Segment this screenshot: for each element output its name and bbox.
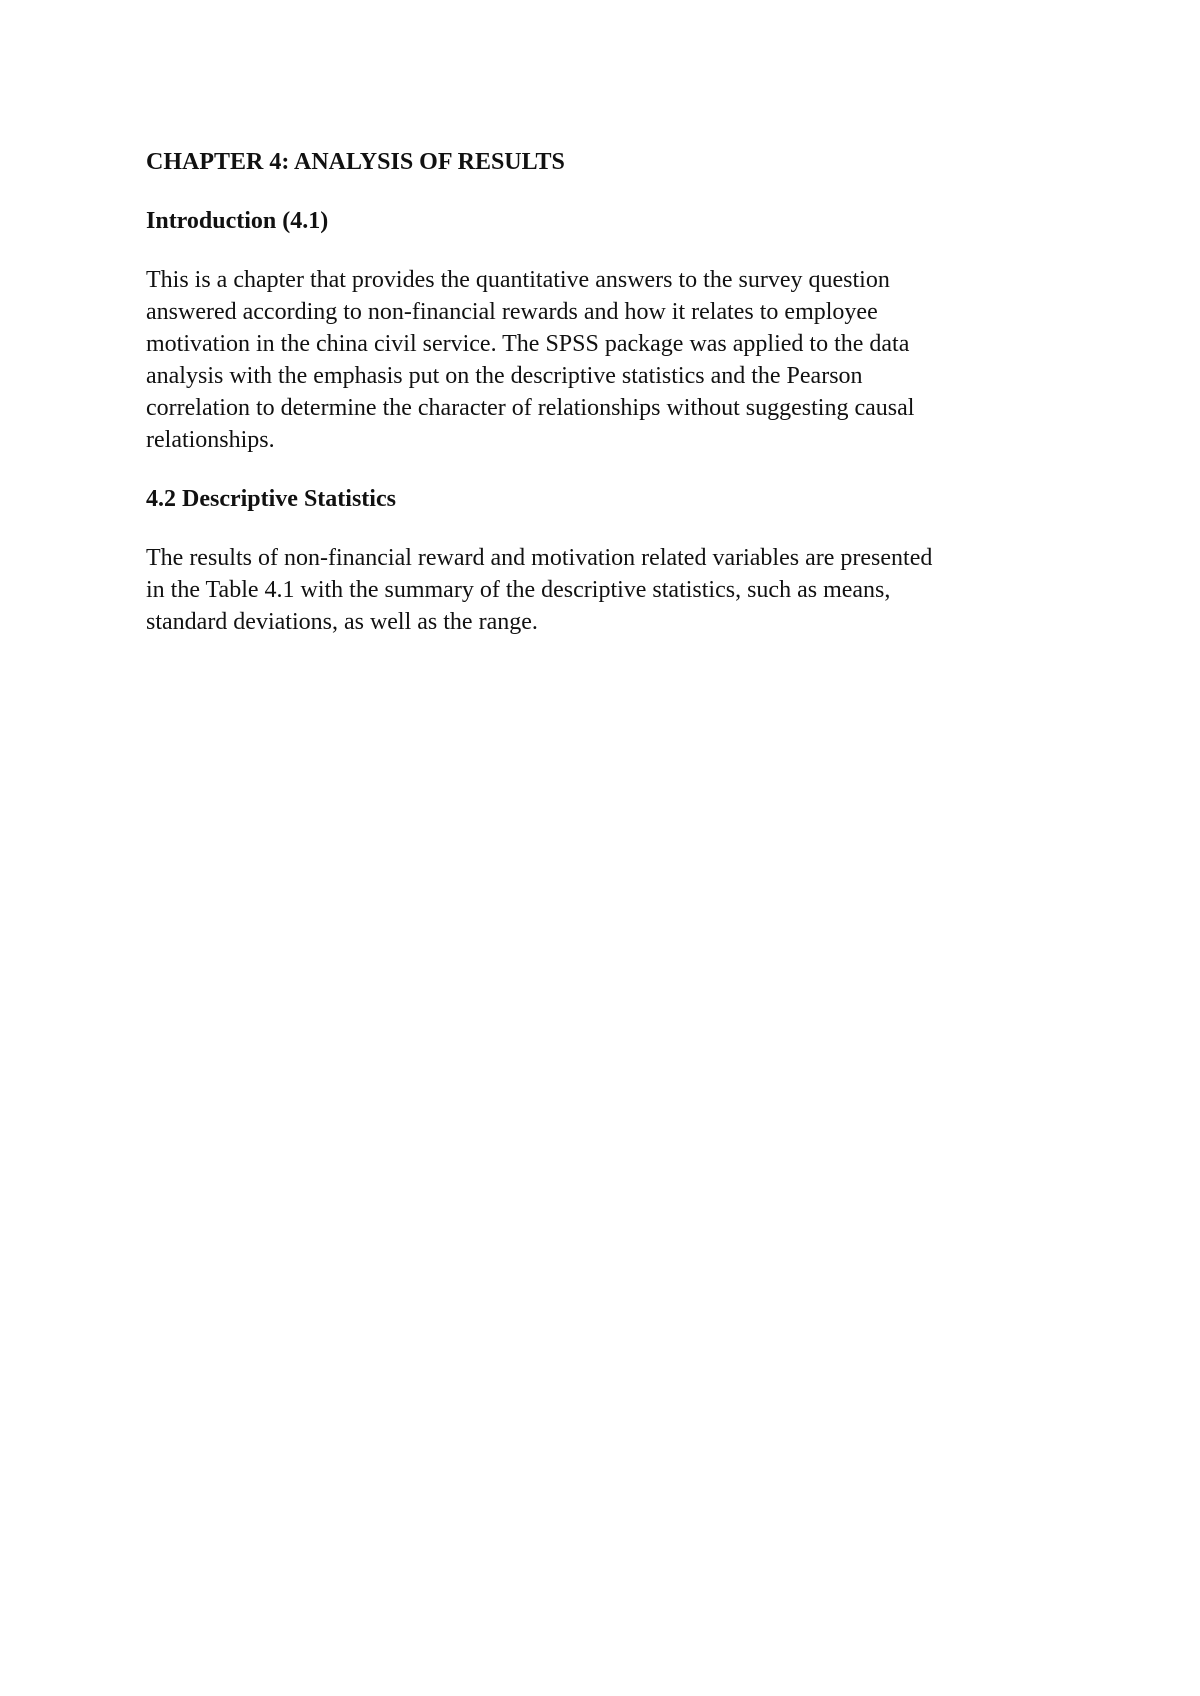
introduction-paragraph-line: This is a chapter that provides the quantitative answers to the survey question <box>146 267 890 293</box>
introduction-paragraph-line: answered according to non-financial rewards and how it relates to employee <box>146 299 878 325</box>
descriptive-statistics-paragraph-line: The results of non-financial reward and motivation related variables are presented <box>146 545 933 571</box>
introduction-paragraph <box>146 264 1066 456</box>
introduction-paragraph-line: correlation to determine the character of relationships without suggesting causal <box>146 395 915 421</box>
chapter-title: CHAPTER 4: ANALYSIS OF RESULTS <box>146 149 565 175</box>
page-content <box>146 146 1066 665</box>
introduction-paragraph-line: motivation in the china civil service. The SPSS package was applied to the data <box>146 331 910 357</box>
section-heading-introduction: Introduction (4.1) <box>146 208 329 234</box>
introduction-paragraph-line: relationships. <box>146 427 275 453</box>
descriptive-statistics-paragraph-line: in the Table 4.1 with the summary of the descriptive statistics, such as means, <box>146 577 891 603</box>
section-heading-descriptive-statistics: 4.2 Descriptive Statistics <box>146 486 396 512</box>
descriptive-statistics-paragraph <box>146 542 1066 638</box>
descriptive-statistics-paragraph-line: standard deviations, as well as the range. <box>146 609 538 635</box>
introduction-paragraph-line: analysis with the emphasis put on the descriptive statistics and the Pearson <box>146 363 863 389</box>
